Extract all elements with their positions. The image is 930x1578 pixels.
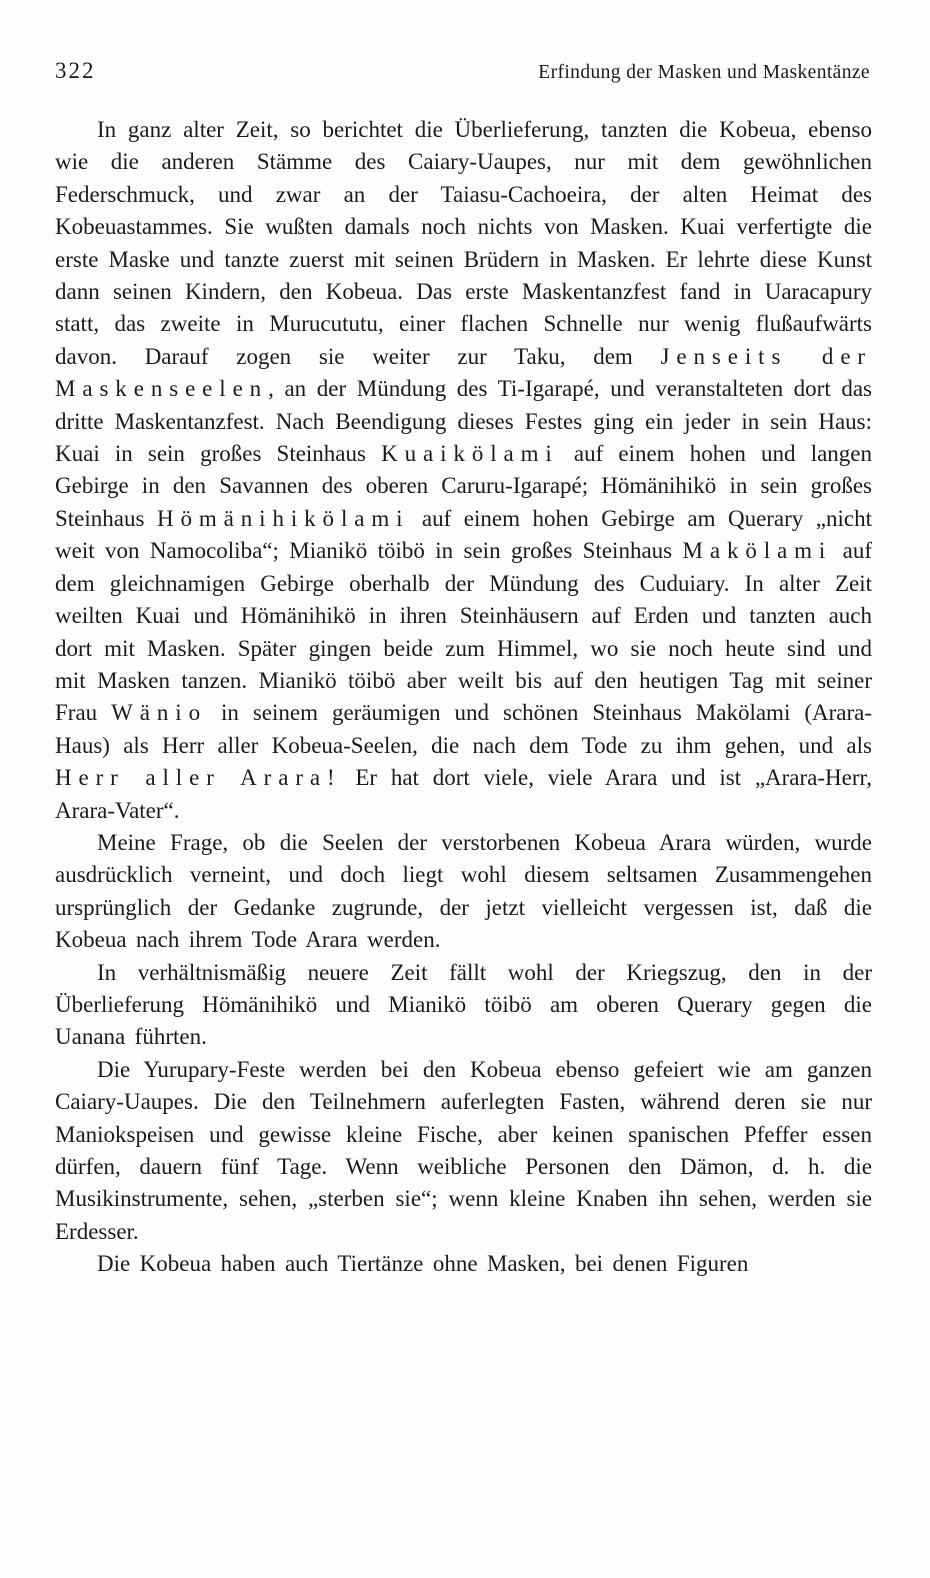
body-text: In ganz alter Zeit, so berichtet die Überlieferung, tanzten die Kobeua, ebenso wie die anderen Stämme des Caiary-Uaupes, nur mit dem gewöhnlichen Federschmuck, und zwar an der Taiasu-Cachoeira, der alten Heimat des Kobeuastammes. Sie wußten damals noch nichts von Masken. Kuai verfertigte die erste Maske und tanzte zuerst mit seinen Brüdern in Masken. Er lehrte diese Kunst dann seinen Kindern, den Kobeua. Das erste Maskentanzfest fand in Uaracapury statt, das zweite in Murucututu, einer flachen Schnelle nur wenig flußaufwärts davon. Darauf zogen sie weiter zur Taku, dem	[55, 117, 872, 369]
body-text: auf einem hohen Gebirge am Querary „nicht weit von Namocoliba“; Mianikö töibö in sein großes Steinhaus	[55, 505, 872, 564]
body-text: In verhältnismäßig neuere Zeit fällt wohl der Kriegszug, den in der Überlieferung Hömänihikö und Mianikö töibö am oberen Querary gegen die Uanana führten.	[55, 959, 872, 1050]
paragraph	[55, 114, 872, 827]
page-header	[55, 58, 870, 84]
emphasized-text: Herr aller Arara!	[55, 765, 342, 791]
body-text: in seinem geräumigen und schönen Steinhaus Makölami (Arara-Haus) als Herr aller Kobeua-Seelen, die nach dem Tode zu ihm gehen, und als	[55, 700, 872, 758]
emphasized-text: Kuaikölami	[381, 441, 559, 467]
paragraph	[55, 1054, 872, 1248]
paragraph	[55, 1248, 872, 1280]
emphasized-text: Makölami	[682, 538, 833, 564]
paragraph	[55, 957, 872, 1054]
body-text: auf einem hohen und langen Gebirge in den Savannen des oberen Caruru-Igarapé; Hömänihikö in sein großes Steinhaus	[55, 441, 873, 531]
page-number: 322	[55, 58, 96, 83]
emphasized-text: Hömänihikölami	[156, 505, 410, 531]
body-text: , an der Mündung des Ti-Igarapé, und veranstalteten dort das dritte Maskentanzfest. Nach Beendigung dieses Festes ging ein jeder in sein Haus: Kuai in sein großes Steinhaus	[55, 376, 872, 467]
body-text: auf dem gleichnamigen Gebirge oberhalb der Mündung des Cuduiary. In alter Zeit weilten Kuai und Hömänihikö in ihren Steinhäusern auf Erden und tanzten auch dort mit Masken. Später gingen beide zum Himmel, wo sie noch heute sind und mit Masken tanzen. Mianikö töibö aber weilt bis auf den heutigen Tag mit seiner Frau	[55, 538, 872, 726]
running-header-title: Erfindung der Masken und Maskentänze	[538, 62, 870, 83]
emphasized-text: Wänio	[111, 700, 207, 726]
emphasized-text: Jenseits der Maskenseelen	[55, 343, 872, 402]
paragraph	[55, 827, 872, 957]
body-text: Die Yurupary-Feste werden bei den Kobeua ebenso gefeiert wie am ganzen Caiary-Uaupes. Die den Teilnehmern auferlegten Fasten, während deren sie nur Maniokspeisen und gewisse kleine Fische, aber keinen spanischen Pfeffer essen dürfen, dauern fünf Tage. Wenn weibliche Personen den Dämon, d. h. die Musikinstrumente, sehen, „sterben sie“; wenn kleine Knaben ihn sehen, werden sie Erdesser.	[55, 1056, 872, 1244]
body-text: Die Kobeua haben auch Tiertänze ohne Masken, bei denen Figuren	[97, 1251, 749, 1277]
page-text	[55, 114, 872, 1281]
body-text: Meine Frage, ob die Seelen der verstorbenen Kobeua Arara würden, wurde ausdrücklich verneint, und doch liegt wohl diesem seltsamen Zusammengehen ursprünglich der Gedanke zugrunde, der jetzt vielleicht vergessen ist, daß die Kobeua nach ihrem Tode Arara werden.	[55, 829, 872, 953]
body-text: Er hat dort viele, viele Arara und ist „Arara-Herr, Arara-Vater“.	[55, 765, 873, 823]
